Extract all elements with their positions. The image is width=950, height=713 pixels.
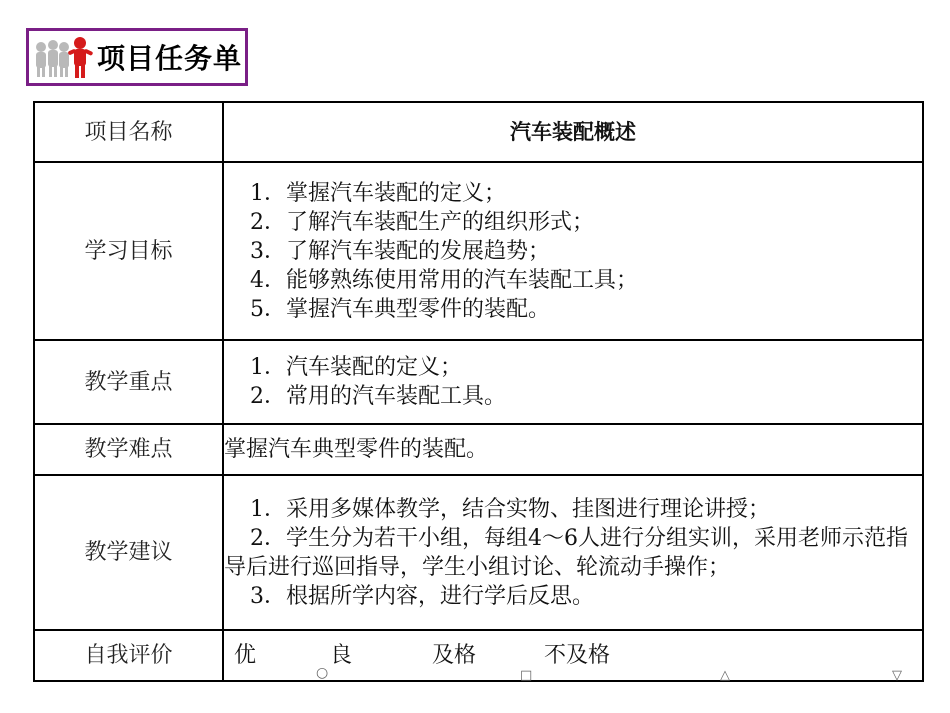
row-label: 教学难点	[34, 424, 223, 475]
project-task-table	[33, 101, 924, 682]
row-label: 学习目标	[34, 162, 223, 340]
list-item: 3．了解汽车装配的发展趋势；	[250, 238, 550, 264]
row-label: 教学重点	[34, 340, 223, 424]
table-row	[34, 424, 923, 475]
page-title: 项目任务单	[97, 42, 243, 75]
option-good[interactable]: 良	[330, 642, 353, 668]
suggestions-cell	[223, 475, 923, 630]
table-row	[34, 340, 923, 424]
table-row	[34, 162, 923, 340]
list-item: 2．了解汽车装配生产的组织形式；	[250, 209, 594, 235]
row-label: 自我评价	[34, 630, 223, 681]
down-triangle-mark-icon[interactable]: ▽	[892, 667, 902, 683]
difficulties-cell	[223, 424, 923, 475]
square-mark-icon[interactable]: □	[520, 667, 533, 683]
circle-mark-icon[interactable]: ○	[316, 664, 329, 681]
option-pass[interactable]: 及格	[432, 642, 477, 668]
list-item: 2．常用的汽车装配工具。	[250, 384, 506, 409]
project-name-cell	[223, 102, 923, 162]
list-item: 3．根据所学内容，进行学后反思。	[250, 583, 594, 609]
list-item: 4．能够熟练使用常用的汽车装配工具；	[250, 267, 638, 293]
difficulties-value: 掌握汽车典型零件的装配。	[224, 437, 489, 462]
title-banner	[26, 28, 248, 86]
list-item: 1．汽车装配的定义；	[250, 355, 462, 380]
self-eval-cell	[223, 630, 923, 681]
table-row	[34, 102, 923, 162]
table-row	[34, 630, 923, 681]
row-label: 教学建议	[34, 475, 223, 630]
list-item: 2．学生分为若干小组，每组4～6人进行分组实训，采用老师示范指导后进行巡回指导，学生小组讨论、轮流动手操作；	[224, 525, 908, 580]
table-row	[34, 475, 923, 630]
key-points-cell	[223, 340, 923, 424]
team-people-icon	[33, 33, 95, 81]
list-item: 5．掌握汽车典型零件的装配。	[250, 296, 550, 322]
list-item: 1．掌握汽车装配的定义；	[250, 180, 506, 206]
objectives-cell	[223, 162, 923, 340]
self-eval-options	[224, 632, 922, 683]
project-name-value: 汽车装配概述	[510, 119, 636, 144]
option-excellent[interactable]: 优	[234, 642, 257, 668]
row-label: 项目名称	[34, 102, 223, 162]
list-item: 1．采用多媒体教学，结合实物、挂图进行理论讲授；	[250, 496, 770, 522]
triangle-mark-icon[interactable]: △	[720, 667, 730, 683]
option-fail[interactable]: 不及格	[544, 642, 611, 668]
